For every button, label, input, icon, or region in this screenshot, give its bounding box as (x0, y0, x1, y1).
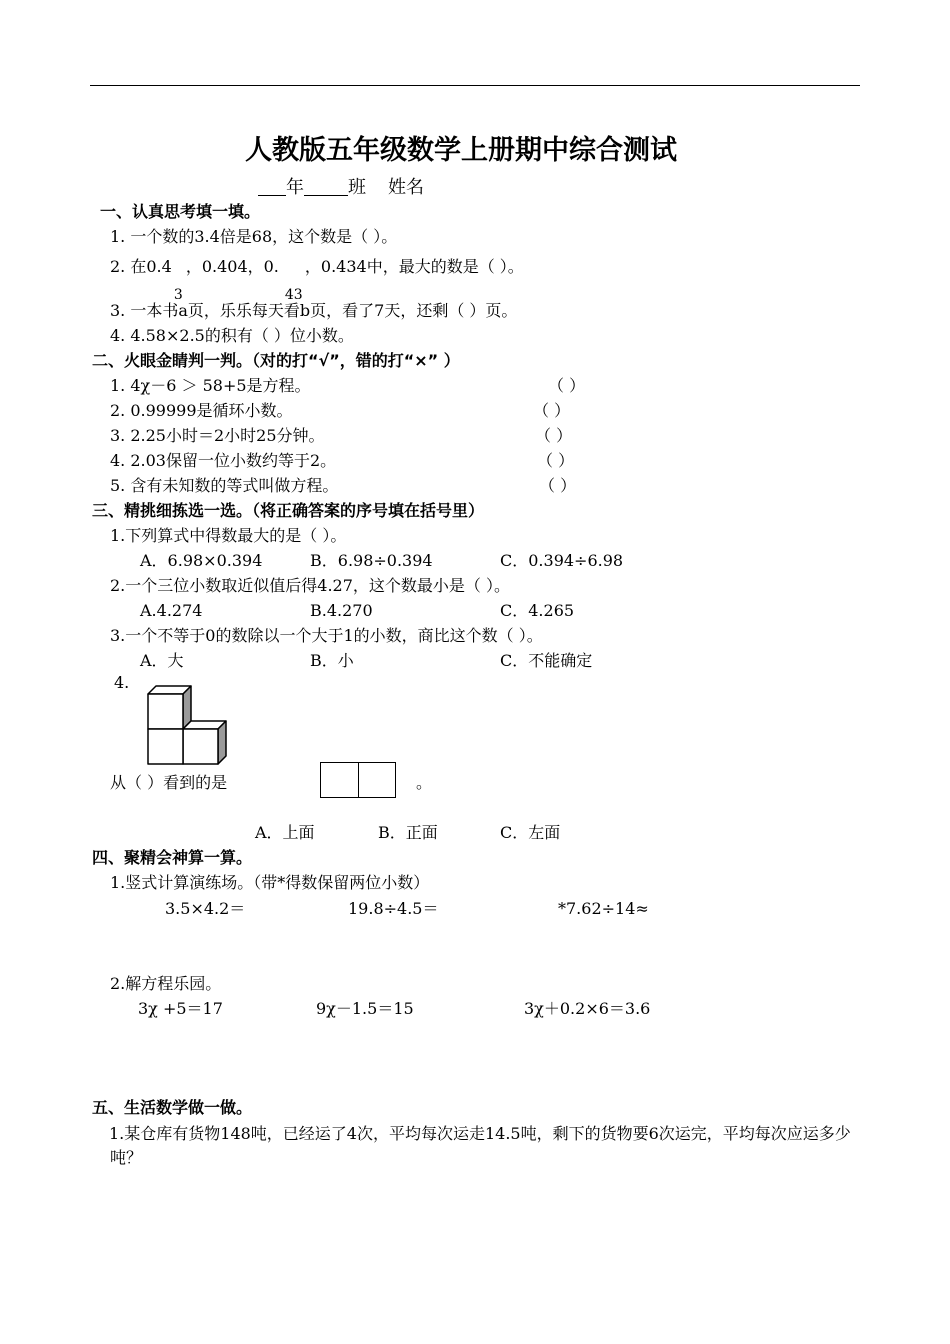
equation-2: 9χ－1.5＝15 (316, 999, 414, 1018)
header-rule (90, 85, 860, 86)
student-info (258, 177, 424, 197)
cube-front-face (148, 694, 183, 729)
s3-q3-opt-b[interactable]: B．小 (310, 651, 354, 670)
s2-q4: 4. 2.03保留一位小数约等于2。 (110, 451, 337, 470)
cube-stack-figure (140, 680, 240, 770)
cube-front-face (183, 729, 218, 764)
repeating-digits-1: 3 (173, 287, 183, 303)
s4-q2: 2.解方程乐园。 (110, 974, 222, 993)
s3-q1-opt-b[interactable]: B．6.98÷0.394 (310, 551, 433, 570)
s1-q1: 1. 一个数的3.4倍是68，这个数是（ ）。 (110, 227, 398, 246)
s3-q3-opt-a[interactable]: A．大 (140, 651, 184, 670)
section-4-heading: 四、聚精会神算一算。 (92, 848, 253, 867)
s1-q2-mid: ，0.404，0. (185, 257, 279, 276)
view-shape-figure (320, 762, 396, 798)
s2-q1: 1. 4χ－6 ＞ 58+5是方程。 (110, 376, 311, 395)
s3-q2-opt-a[interactable]: A.4.274 (140, 601, 203, 620)
s2-q4-answer[interactable]: （ ） (537, 451, 575, 470)
repeating-digits-2: 43 (284, 287, 303, 303)
s3-q4-opt-c[interactable]: C．左面 (500, 823, 561, 842)
s2-q3: 3. 2.25小时＝2小时25分钟。 (110, 426, 325, 445)
s3-q2-opt-b[interactable]: B.4.270 (310, 601, 373, 620)
name-label: 姓名 (388, 177, 424, 198)
calc-3: *7.62÷14≈ (558, 899, 649, 918)
grade-blank[interactable] (258, 177, 286, 196)
cube-side-face (218, 721, 226, 764)
s2-q2-answer[interactable]: （ ） (533, 401, 571, 420)
calc-1: 3.5×4.2＝ (165, 899, 246, 918)
equation-3: 3χ＋0.2×6＝3.6 (524, 999, 651, 1018)
s2-q5: 5. 含有未知数的等式叫做方程。 (110, 476, 339, 495)
s3-q3-opt-c[interactable]: C．不能确定 (500, 651, 593, 670)
s3-q4-text: 从（ ）看到的是 (110, 773, 228, 792)
s2-q1-answer[interactable]: （ ） (548, 376, 586, 395)
equation-1: 3χ +5＝17 (138, 999, 223, 1018)
section-1-heading: 一、认真思考填一填。 (100, 202, 261, 221)
class-blank[interactable] (304, 177, 348, 196)
s3-q2-opt-c[interactable]: C．4.265 (500, 601, 575, 620)
s2-q5-answer[interactable]: （ ） (539, 476, 577, 495)
section-5-heading: 五、生活数学做一做。 (92, 1098, 253, 1117)
s3-q4-opt-a[interactable]: A．上面 (255, 823, 315, 842)
s1-q2-prefix: 2. 在0.4 (110, 257, 172, 276)
s3-q4-number: 4. (114, 673, 130, 692)
s2-q3-answer[interactable]: （ ） (535, 426, 573, 445)
s1-q3: 3. 一本书a页，乐乐每天看b页，看了7天，还剩（ ）页。 (110, 301, 518, 320)
s3-q3: 3.一个不等于0的数除以一个大于1的小数，商比这个数（ ）。 (110, 626, 543, 645)
calc-2: 19.8÷4.5＝ (348, 899, 439, 918)
class-label: 班 (348, 177, 366, 198)
s1-q2 (110, 257, 524, 303)
s3-q4-opt-b[interactable]: B．正面 (378, 823, 438, 842)
grade-label: 年 (286, 177, 304, 198)
s3-q4-end: 。 (416, 773, 433, 792)
s1-q2-suffix: ，0.434中，最大的数是（ ）。 (304, 257, 524, 276)
s3-q1: 1.下列算式中得数最大的是（ ）。 (110, 526, 347, 545)
s4-q1: 1.竖式计算演练场。（带*得数保留两位小数） (110, 873, 430, 892)
section-3-heading: 三、精挑细拣选一选。（将正确答案的序号填在括号里） (92, 501, 485, 520)
section-2-heading: 二、火眼金睛判一判。（对的打“√”，错的打“×” ） (92, 351, 460, 370)
s2-q2: 2. 0.99999是循环小数。 (110, 401, 293, 420)
page-title: 人教版五年级数学上册期中综合测试 (245, 135, 677, 166)
s3-q2: 2.一个三位小数取近似值后得4.27，这个数最小是（ ）。 (110, 576, 510, 595)
cube-front-face (148, 729, 183, 764)
s3-q1-opt-c[interactable]: C．0.394÷6.98 (500, 551, 624, 570)
s1-q4: 4. 4.58×2.5的积有（ ）位小数。 (110, 326, 354, 345)
s3-q1-opt-a[interactable]: A．6.98×0.394 (140, 551, 263, 570)
s5-q1: 1.某仓库有货物148吨，已经运了4次，平均每次运走14.5吨，剩下的货物要6次运完，平均每次应运多少吨？ (109, 1124, 851, 1167)
